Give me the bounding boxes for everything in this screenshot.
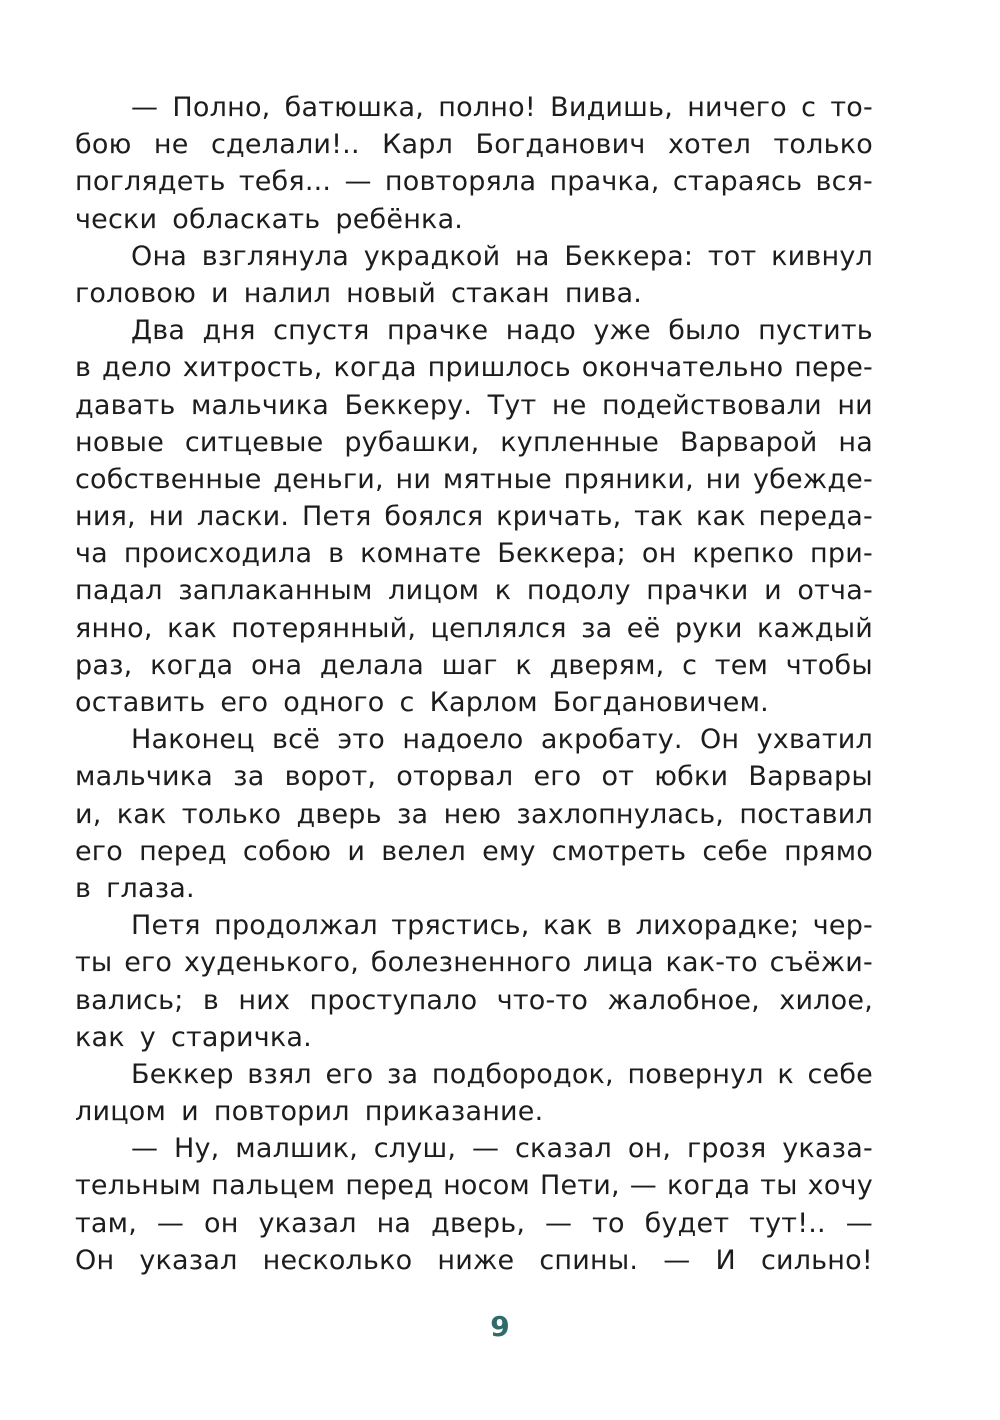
- word: оторвал: [396, 761, 514, 793]
- word: только: [773, 129, 873, 161]
- word: Ну,: [174, 1133, 220, 1165]
- word: раз,: [75, 649, 133, 681]
- text-line: [75, 572, 873, 609]
- word: повторил: [213, 1096, 350, 1128]
- word: хотел: [667, 129, 752, 161]
- word: болезненного: [370, 947, 572, 979]
- word: себе: [807, 1058, 873, 1090]
- word: шаг: [441, 649, 498, 681]
- word: хитрость,: [182, 352, 323, 384]
- word: когда: [150, 649, 234, 681]
- word: —: [471, 1133, 500, 1165]
- text-line: [75, 201, 873, 238]
- text-line: [75, 349, 873, 386]
- paragraph: [75, 1056, 873, 1130]
- text-line: [75, 721, 873, 758]
- word: ничего: [687, 92, 787, 123]
- word: дверь: [296, 798, 382, 830]
- word: мальчика: [75, 761, 214, 793]
- paragraph: [75, 89, 873, 238]
- text-line: [75, 684, 873, 721]
- word: Беккер: [131, 1058, 234, 1090]
- word: продолжал: [214, 910, 378, 942]
- word: перед: [139, 835, 227, 867]
- text-line: [75, 907, 873, 944]
- word: новые: [75, 426, 165, 458]
- word: у: [139, 1021, 156, 1053]
- text-line: [75, 796, 873, 833]
- word: прямо: [784, 835, 873, 867]
- word: —: [845, 1207, 873, 1239]
- word: оставить: [75, 687, 206, 718]
- word: ухватил: [756, 724, 873, 756]
- word: в: [328, 538, 345, 570]
- word: Она: [131, 240, 188, 272]
- word: кивнул: [771, 240, 873, 272]
- word: глаза.: [106, 872, 195, 904]
- word: полно!: [438, 92, 536, 123]
- word: Он: [699, 724, 740, 756]
- word: худенького,: [183, 947, 360, 979]
- word: обласкать: [172, 203, 321, 235]
- word: одного: [283, 687, 385, 718]
- word: акробату.: [540, 724, 683, 756]
- word: новый: [346, 277, 437, 309]
- word: тебя...: [238, 166, 332, 198]
- word: бою: [75, 129, 132, 161]
- word: его: [325, 1058, 374, 1090]
- word: было: [668, 315, 741, 347]
- word: лицом: [388, 575, 480, 607]
- word: тот: [707, 240, 757, 272]
- word: ласки.: [196, 501, 290, 533]
- word: тем: [714, 649, 769, 681]
- word: вся-: [815, 166, 873, 198]
- word: Полно,: [172, 92, 271, 123]
- word: ча: [75, 538, 108, 570]
- word: при-: [810, 538, 873, 570]
- word: не: [551, 389, 587, 421]
- word: как-то: [665, 947, 758, 979]
- word: юбки: [654, 761, 729, 793]
- word: боялся: [384, 501, 484, 533]
- word: как: [167, 612, 217, 644]
- word: повторяла: [384, 166, 537, 198]
- word: дверь,: [431, 1207, 526, 1239]
- word: Петя: [131, 910, 201, 942]
- text-line: [75, 126, 873, 163]
- word: ниже: [437, 1244, 515, 1276]
- word: её: [626, 612, 661, 644]
- text-line: [75, 535, 873, 572]
- word: как: [75, 1021, 125, 1053]
- word: них: [238, 984, 291, 1016]
- word: падал: [75, 575, 163, 607]
- word: надо: [505, 315, 576, 347]
- word: он,: [627, 1133, 672, 1165]
- word: руки: [674, 612, 743, 644]
- text-line: [75, 312, 873, 349]
- word: ситцевые: [184, 426, 324, 458]
- word: чтобы: [785, 649, 873, 681]
- word: она: [250, 649, 303, 681]
- word: И: [715, 1244, 736, 1276]
- text-line: [75, 387, 873, 424]
- word: на: [838, 426, 873, 458]
- word: —: [663, 1244, 691, 1276]
- word: всё: [272, 724, 321, 756]
- word: ни: [837, 389, 873, 421]
- word: себе: [702, 835, 768, 867]
- word: тельным: [75, 1170, 202, 1202]
- page-number: 9: [490, 1310, 510, 1343]
- word: захлопнулась,: [516, 798, 725, 830]
- word: делала: [319, 649, 425, 681]
- word: когда: [666, 1170, 751, 1202]
- text-line: [75, 1093, 873, 1130]
- word: —: [545, 1207, 573, 1239]
- text-line: [75, 275, 873, 312]
- word: поглядеть: [75, 166, 226, 198]
- word: за: [397, 798, 429, 830]
- word: в: [606, 910, 623, 942]
- word: когда: [333, 352, 417, 384]
- word: спустя: [273, 315, 370, 347]
- word: к: [515, 649, 532, 681]
- text-line: [75, 163, 873, 200]
- word: дело: [102, 352, 172, 384]
- word: он: [641, 538, 677, 570]
- word: ты: [75, 947, 113, 979]
- word: дверям,: [549, 649, 665, 681]
- word: янно,: [75, 612, 153, 644]
- word: рубашки,: [344, 426, 480, 458]
- word: Два: [131, 315, 186, 347]
- word: —: [131, 92, 159, 123]
- text-line: [75, 1205, 873, 1242]
- word: смотреть: [551, 835, 687, 867]
- word: хилое,: [779, 984, 873, 1016]
- word: Петя: [301, 501, 372, 533]
- word: трястись,: [391, 910, 530, 942]
- word: ни: [148, 501, 185, 533]
- word: каждый: [757, 612, 873, 644]
- word: малшик,: [235, 1133, 358, 1165]
- word: —: [156, 1207, 185, 1239]
- word: и: [181, 1096, 199, 1128]
- word: Карл: [382, 129, 454, 161]
- word: к: [777, 1058, 794, 1090]
- word: ворот,: [284, 761, 377, 793]
- word: Пети,: [539, 1170, 620, 1202]
- word: на: [376, 1207, 412, 1239]
- word: спины.: [539, 1244, 639, 1276]
- word: указал: [258, 1207, 357, 1239]
- word: налил: [243, 277, 332, 309]
- word: потерянный,: [231, 612, 417, 644]
- word: с: [682, 649, 698, 681]
- word: пива.: [564, 277, 643, 309]
- word: Наконец: [131, 724, 255, 756]
- word: чер-: [812, 910, 873, 942]
- paragraph: [75, 907, 873, 1056]
- word: Беккеру.: [344, 389, 473, 421]
- word: вались;: [75, 984, 184, 1016]
- word: пере-: [794, 352, 873, 384]
- word: указал: [139, 1244, 238, 1276]
- word: к: [494, 575, 512, 607]
- word: перед: [345, 1170, 434, 1202]
- word: Он: [75, 1244, 115, 1276]
- word: его: [124, 947, 173, 979]
- text-line: [75, 1019, 873, 1056]
- word: за: [386, 1058, 419, 1090]
- word: в: [202, 984, 220, 1016]
- text-line: [75, 870, 873, 907]
- word: Беккера:: [564, 240, 694, 272]
- word: Видишь,: [550, 92, 673, 123]
- word: Варвары: [748, 761, 873, 793]
- word: подолу: [526, 575, 631, 607]
- paragraph: [75, 721, 873, 907]
- text-line: [75, 647, 873, 684]
- text-line: [75, 1242, 873, 1279]
- text-line: [75, 1167, 873, 1204]
- word: то: [592, 1207, 625, 1239]
- page-text: [75, 89, 873, 1279]
- word: пальцем: [211, 1170, 336, 1202]
- word: и: [347, 835, 366, 867]
- word: кричать,: [496, 501, 622, 533]
- word: повернул: [627, 1058, 764, 1090]
- paragraph: [75, 238, 873, 312]
- word: пряники,: [563, 463, 694, 495]
- word: его: [75, 835, 123, 867]
- text-line: [75, 982, 873, 1019]
- word: его: [220, 687, 269, 718]
- word: прачка,: [549, 166, 660, 198]
- word: сделали!..: [211, 129, 360, 161]
- word: ни: [705, 463, 742, 495]
- word: переда-: [758, 501, 873, 533]
- word: нею: [443, 798, 502, 830]
- word: —: [629, 1170, 657, 1202]
- word: давать: [75, 389, 176, 421]
- word: купленные: [500, 426, 660, 458]
- word: деньги,: [273, 463, 384, 495]
- word: Тут: [487, 389, 537, 421]
- word: взял: [247, 1058, 312, 1090]
- word: так: [634, 501, 684, 533]
- word: съёжи-: [769, 947, 873, 979]
- text-line: [75, 833, 873, 870]
- word: ему: [482, 835, 536, 867]
- word: будет: [644, 1207, 730, 1239]
- word: собственные: [75, 463, 262, 495]
- word: происходила: [123, 538, 313, 570]
- word: велел: [381, 835, 466, 867]
- word: мятные: [442, 463, 552, 495]
- word: Богдановичем.: [552, 687, 769, 718]
- word: только: [181, 798, 282, 830]
- word: там,: [75, 1207, 138, 1239]
- word: носом: [443, 1170, 530, 1202]
- word: жалобное,: [607, 984, 760, 1016]
- word: несколько: [262, 1244, 413, 1276]
- word: мальчика: [190, 389, 330, 421]
- word: дня: [202, 315, 256, 347]
- word: с: [801, 92, 817, 123]
- text-line: [75, 1130, 873, 1167]
- word: за: [233, 761, 265, 793]
- word: собою: [242, 835, 332, 867]
- word: надоело: [402, 724, 524, 756]
- word: и: [211, 277, 229, 309]
- word: цеплялся: [430, 612, 567, 644]
- word: украдкой: [363, 240, 501, 272]
- text-line: [75, 424, 873, 461]
- word: убежде-: [752, 463, 873, 495]
- word: в: [75, 352, 92, 384]
- word: сильно!: [760, 1244, 873, 1276]
- word: указа-: [782, 1133, 873, 1165]
- word: пустить: [758, 315, 873, 347]
- word: и: [764, 575, 782, 607]
- word: тут!..: [749, 1207, 826, 1239]
- word: то-: [830, 92, 873, 123]
- word: комнате: [360, 538, 482, 570]
- word: в: [75, 872, 92, 904]
- word: как: [696, 501, 746, 533]
- text-line: [75, 944, 873, 981]
- word: он: [204, 1207, 239, 1239]
- word: с: [399, 687, 415, 718]
- text-line: [75, 610, 873, 647]
- word: ния,: [75, 501, 136, 533]
- text-line: [75, 89, 873, 126]
- word: взглянула: [201, 240, 349, 272]
- text-line: [75, 498, 873, 535]
- word: окончательно: [581, 352, 784, 384]
- word: Варварой: [679, 426, 818, 458]
- word: лицом: [75, 1096, 167, 1128]
- word: Карлом: [429, 687, 538, 718]
- text-line: [75, 758, 873, 795]
- word: приказание.: [364, 1096, 544, 1128]
- word: прачке: [386, 315, 489, 347]
- word: на: [515, 240, 550, 272]
- word: не: [153, 129, 189, 161]
- paragraph: [75, 1130, 873, 1279]
- word: ребёнка.: [335, 203, 464, 235]
- word: проступало: [309, 984, 478, 1016]
- word: что-то: [496, 984, 589, 1016]
- word: крепко: [692, 538, 795, 570]
- word: его: [533, 761, 582, 793]
- word: ты: [760, 1170, 798, 1202]
- text-line: [75, 1056, 873, 1093]
- word: заплаканным: [178, 575, 373, 607]
- text-line: [75, 461, 873, 498]
- word: лица: [583, 947, 654, 979]
- word: стакан: [451, 277, 550, 309]
- word: уже: [593, 315, 651, 347]
- word: подбородок,: [431, 1058, 614, 1090]
- word: за: [581, 612, 613, 644]
- word: от: [601, 761, 635, 793]
- paragraph: [75, 312, 873, 721]
- word: стараясь: [672, 166, 803, 198]
- word: батюшка,: [284, 92, 425, 123]
- word: как: [116, 798, 167, 830]
- word: —: [131, 1133, 159, 1165]
- word: и,: [75, 798, 102, 830]
- word: —: [344, 166, 372, 198]
- word: прачки: [646, 575, 749, 607]
- word: подействовали: [601, 389, 822, 421]
- word: Беккера;: [497, 538, 626, 570]
- word: головою: [75, 277, 197, 309]
- word: поставил: [739, 798, 873, 830]
- word: Богданович: [475, 129, 646, 161]
- text-line: [75, 238, 873, 275]
- word: грозя: [686, 1133, 767, 1165]
- word: сказал: [514, 1133, 613, 1165]
- word: лихорадке;: [635, 910, 800, 942]
- word: ни: [395, 463, 432, 495]
- word: как: [542, 910, 593, 942]
- word: слуш,: [373, 1133, 457, 1165]
- word: хочу: [807, 1170, 873, 1202]
- word: старичка.: [170, 1021, 312, 1053]
- word: пришлось: [427, 352, 571, 384]
- word: чески: [75, 203, 158, 235]
- word: отча-: [797, 575, 873, 607]
- word: это: [337, 724, 386, 756]
